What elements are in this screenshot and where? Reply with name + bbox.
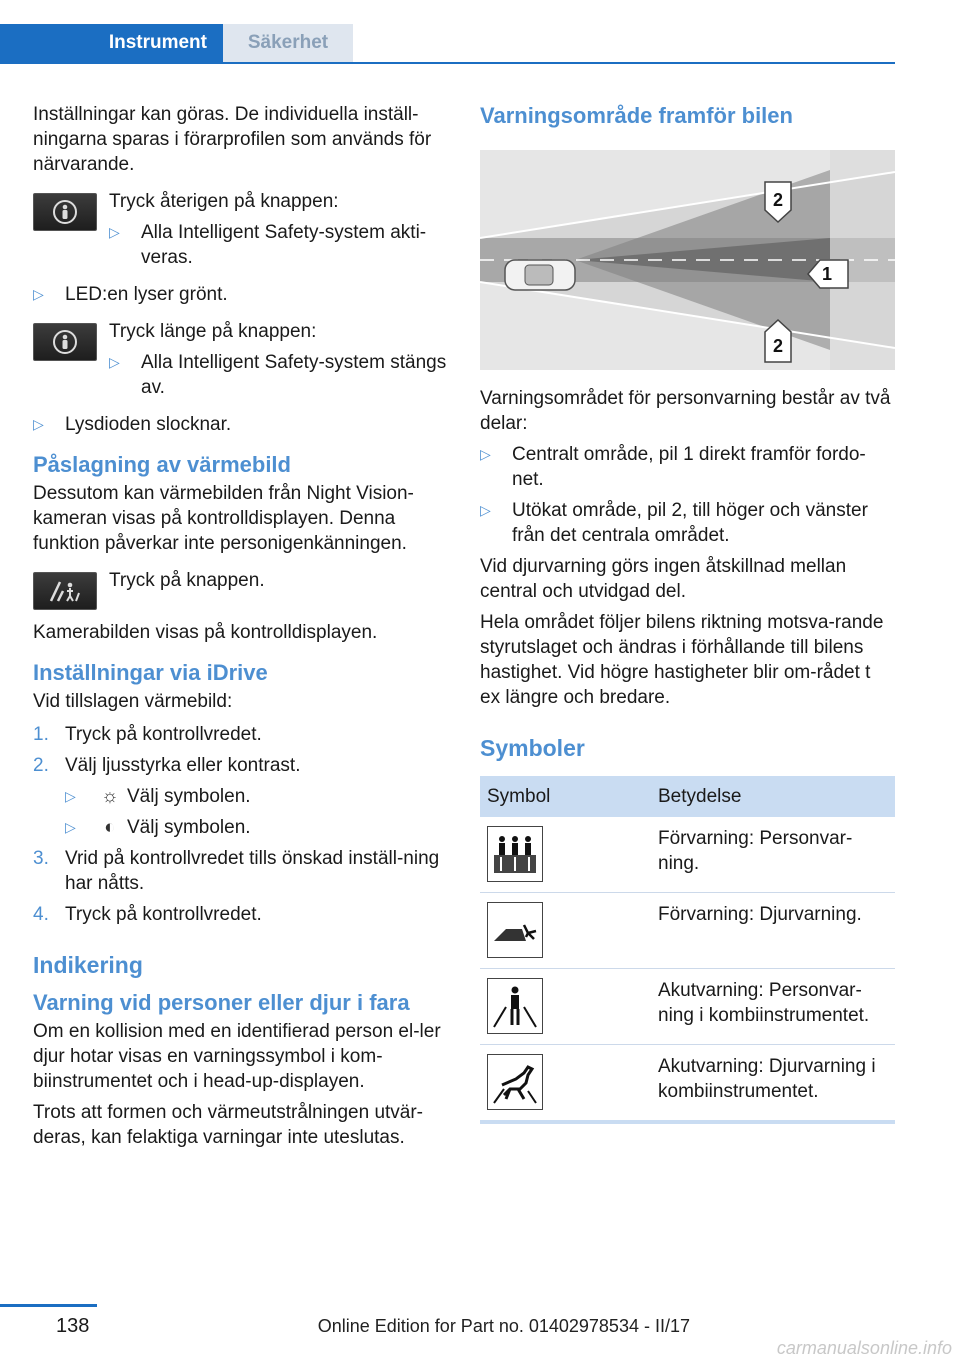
triangle-bullet-icon: ▷	[65, 819, 76, 835]
press-long-block	[33, 319, 448, 406]
diagram-label-2-top: 2	[772, 190, 784, 210]
follow-text: Hela området följer bilens riktning motsva-rande styrutslaget och ändras i förhållande till bilens hastighet. Vid högre hastigheter blir om-rådet t ex längre och bredare.	[480, 612, 884, 708]
area-text: Varningsområdet för personvarning består av två delar:	[480, 388, 891, 434]
press-long-bullet: ▷ Alla Intelligent Safety-system stängs av.	[109, 352, 447, 398]
meaning-cell: Förvarning: Djurvarning.	[651, 893, 895, 969]
tab-instrument[interactable]: Instrument	[0, 24, 223, 62]
tab-sakerhet[interactable]: Säkerhet	[223, 24, 353, 62]
meaning-cell: Akutvarning: Djurvarning i kombiinstrumentet.	[651, 1045, 895, 1123]
triangle-bullet-icon: ▷	[33, 416, 44, 432]
triangle-bullet-icon: ▷	[65, 788, 76, 804]
table-row	[480, 1045, 895, 1123]
area-bullet-extended: ▷ Utökat område, pil 2, till höger och vänster från det centrala området.	[480, 500, 868, 546]
triangle-bullet-icon: ▷	[480, 502, 491, 518]
chapter-tabs	[0, 24, 895, 64]
night-vision-button-icon	[33, 572, 97, 610]
press-again-text: Tryck återigen på knappen:	[109, 191, 339, 212]
animal-acute-warning-icon	[487, 1054, 543, 1110]
heading-idrive-settings: Inställningar via iDrive	[33, 660, 268, 685]
warning-text-1: Om en kollision med en identifierad person el-ler djur hotar visas en varningssymbol i kom-biinstrumentet och i head-up-displayen.	[33, 1021, 441, 1092]
table-row	[480, 893, 895, 969]
step-2-sub-contrast: ▷ ◐ Välj symbolen.	[65, 817, 251, 838]
animal-prewarning-icon	[487, 902, 543, 958]
step-3: 3. Vrid på kontrollvredet tills önskad inställ-ning har nåtts.	[33, 848, 440, 894]
warning-area-diagram	[480, 150, 895, 370]
header-symbol: Symbol	[480, 776, 651, 817]
table-header-row	[480, 776, 895, 817]
led-green-bullet: ▷ LED:en lyser grönt.	[33, 284, 228, 305]
meaning-cell: Akutvarning: Personvar-ning i kombiinstrumentet.	[651, 969, 895, 1045]
header-meaning: Betydelse	[651, 776, 895, 817]
thermal-text: Dessutom kan värmebilden från Night Vision-kameran visas på kontrolldisplayen. Denna funktion påverkar inte personigenkänningen.	[33, 483, 414, 554]
triangle-bullet-icon: ▷	[109, 224, 120, 240]
car-icon	[505, 260, 575, 290]
heading-indication: Indikering	[33, 952, 143, 978]
contrast-icon: ◐	[104, 817, 116, 838]
step-2: 2. Välj ljusstyrka eller kontrast.	[33, 755, 301, 776]
right-column	[480, 102, 895, 1124]
intelligent-safety-button-icon	[33, 193, 97, 231]
heading-thermal-image: Påslagning av värmebild	[33, 452, 291, 477]
brightness-icon: ☼	[101, 786, 119, 807]
intelligent-safety-button-icon	[33, 323, 97, 361]
animal-text: Vid djurvarning görs ingen åtskillnad mellan central och utvidgad del.	[480, 556, 847, 602]
intro-text: Inställningar kan göras. De individuella inställ-ningarna sparas i förarprofilen som används för närvarande.	[33, 104, 432, 175]
pedestrian-prewarning-icon	[487, 826, 543, 882]
edition-text: Online Edition for Part no. 01402978534 - II/17	[317, 1316, 690, 1336]
page-number: 138	[56, 1315, 90, 1337]
warning-text-2: Trots att formen och värmeutstrålningen utvär-deras, kan felaktiga varningar inte uteslutas.	[33, 1102, 424, 1148]
press-again-block	[33, 189, 448, 276]
diagram-label-2-bottom: 2	[772, 336, 784, 356]
table-row	[480, 969, 895, 1045]
footer-rule	[0, 1304, 97, 1307]
step-1: 1. Tryck på kontrollvredet.	[33, 724, 262, 745]
led-off-bullet: ▷ Lysdioden slocknar.	[33, 414, 232, 435]
symbols-table	[480, 776, 895, 1124]
heading-symbols: Symboler	[480, 735, 585, 761]
left-column	[33, 102, 448, 1156]
heading-warning-area: Varningsområde framför bilen	[480, 103, 793, 128]
press-again-bullet: ▷ Alla Intelligent Safety-system akti-veras.	[109, 222, 427, 268]
diagram-label-1: 1	[821, 264, 833, 284]
area-bullet-central: ▷ Centralt område, pil 1 direkt framför fordo-net.	[480, 444, 866, 490]
press-button-block	[33, 568, 448, 610]
pedestrian-acute-warning-icon	[487, 978, 543, 1034]
camera-text: Kamerabilden visas på kontrolldisplayen.	[33, 622, 378, 643]
step-2-sub-brightness: ▷ ☼ Välj symbolen.	[65, 786, 251, 807]
triangle-bullet-icon: ▷	[33, 286, 44, 302]
press-long-text: Tryck länge på knappen:	[109, 321, 317, 342]
watermark: carmanualsonline.info	[776, 1338, 952, 1358]
triangle-bullet-icon: ▷	[480, 446, 491, 462]
triangle-bullet-icon: ▷	[109, 354, 120, 370]
heading-warning-persons-animals: Varning vid personer eller djur i fara	[33, 990, 410, 1015]
press-button-text: Tryck på knappen.	[109, 570, 265, 591]
step-4: 4. Tryck på kontrollvredet.	[33, 904, 262, 925]
table-row	[480, 817, 895, 893]
idrive-text: Vid tillslagen värmebild:	[33, 691, 233, 712]
meaning-cell: Förvarning: Personvar-ning.	[651, 817, 895, 893]
